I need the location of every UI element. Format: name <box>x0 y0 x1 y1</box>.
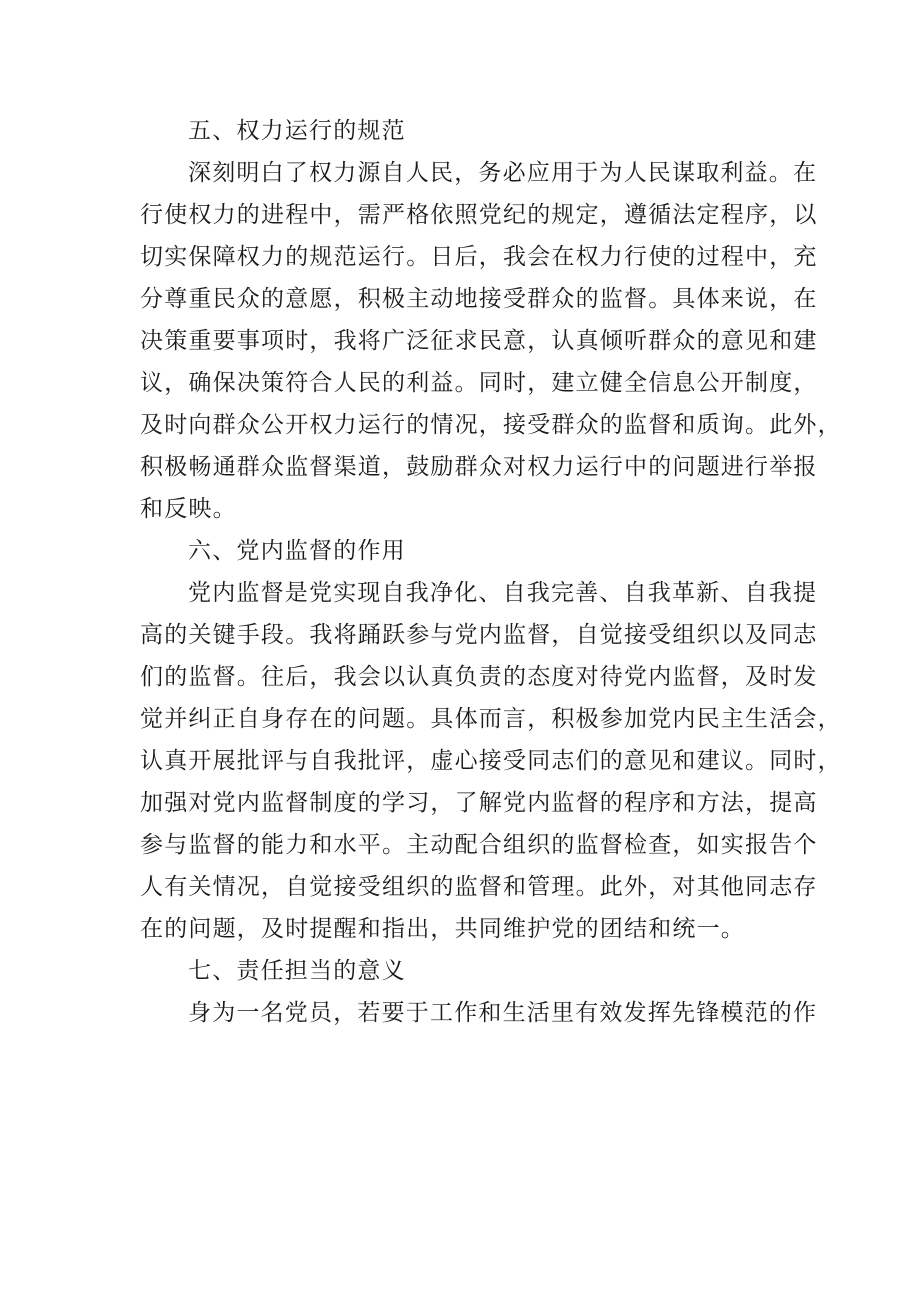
paragraph-line: 行使权力的进程中，需严格依照党纪的规定，遵循法定程序，以 <box>140 202 818 228</box>
paragraph-line: 党内监督是党实现自我净化、自我完善、自我革新、自我提 <box>188 580 818 606</box>
section-heading-6: 六、党内监督的作用 <box>188 538 406 564</box>
paragraph-line: 积极畅通群众监督渠道，鼓励群众对权力运行中的问题进行举报 <box>140 454 818 480</box>
paragraph-line: 深刻明白了权力源自人民，务必应用于为人民谋取利益。在 <box>188 160 818 186</box>
paragraph-line: 觉并纠正自身存在的问题。具体而言，积极参加党内民主生活会， <box>140 706 842 732</box>
paragraph-line: 分尊重民众的意愿，积极主动地接受群众的监督。具体来说，在 <box>140 286 818 312</box>
paragraph-line: 加强对党内监督制度的学习，了解党内监督的程序和方法，提高 <box>140 790 818 816</box>
paragraph-line: 们的监督。往后，我会以认真负责的态度对待党内监督，及时发 <box>140 664 818 690</box>
section-heading-5: 五、权力运行的规范 <box>188 118 406 144</box>
paragraph-line-last: 和反映。 <box>140 496 237 522</box>
paragraph-line: 议，确保决策符合人民的利益。同时，建立健全信息公开制度， <box>140 370 818 396</box>
paragraph-line: 决策重要事项时，我将广泛征求民意，认真倾听群众的意见和建 <box>140 328 818 354</box>
paragraph-line: 参与监督的能力和水平。主动配合组织的监督检查，如实报告个 <box>140 832 818 858</box>
paragraph-line: 切实保障权力的规范运行。日后，我会在权力行使的过程中，充 <box>140 244 818 270</box>
section-heading-7: 七、责任担当的意义 <box>188 958 406 984</box>
paragraph-line: 及时向群众公开权力运行的情况，接受群众的监督和质询。此外， <box>140 412 842 438</box>
paragraph-line: 人有关情况，自觉接受组织的监督和管理。此外，对其他同志存 <box>140 874 818 900</box>
paragraph-line: 认真开展批评与自我批评，虚心接受同志们的意见和建议。同时， <box>140 748 842 774</box>
paragraph-line: 身为一名党员，若要于工作和生活里有效发挥先锋模范的作 <box>188 1000 818 1026</box>
paragraph-line-last: 在的问题，及时提醒和指出，共同维护党的团结和统一。 <box>140 916 745 942</box>
paragraph-line: 高的关键手段。我将踊跃参与党内监督，自觉接受组织以及同志 <box>140 622 818 648</box>
document-body <box>140 110 842 1034</box>
